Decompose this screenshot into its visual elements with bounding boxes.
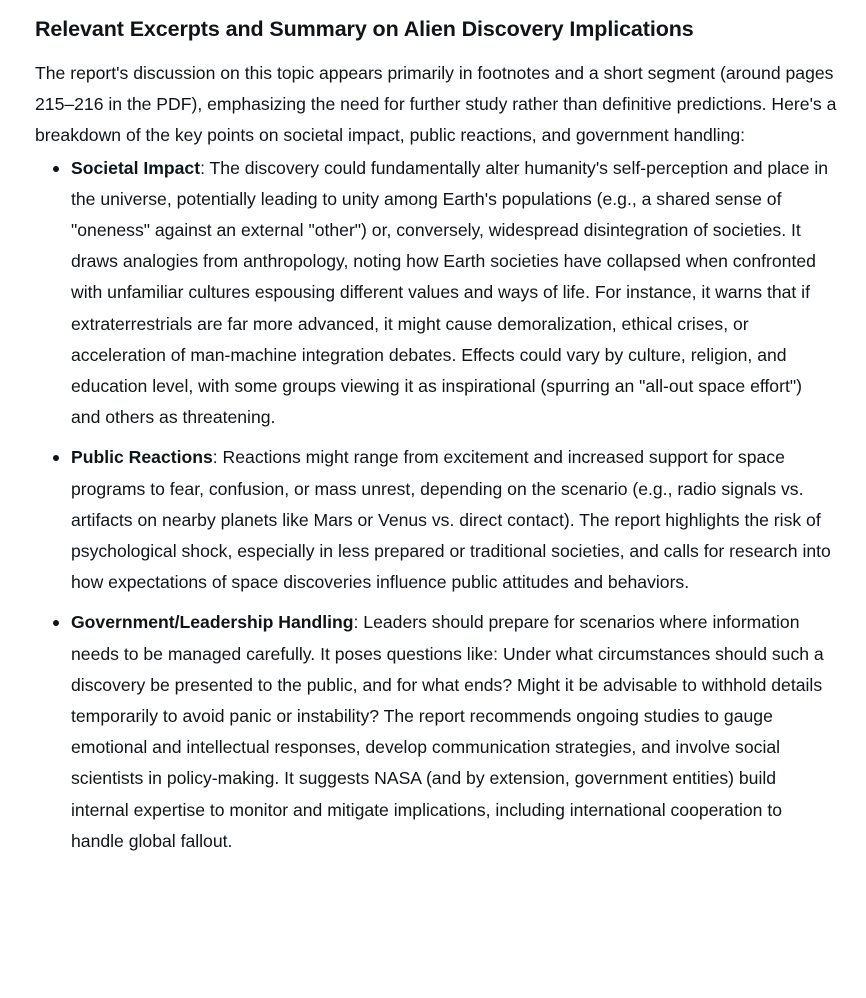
list-item-label: Public Reactions	[71, 447, 213, 468]
key-points-list	[35, 153, 846, 857]
list-item-government-handling	[71, 607, 846, 857]
intro-paragraph: The report's discussion on this topic appears primarily in footnotes and a short segment (around pages 215–216 in the PDF), emphasizing the need for further study rather than definitive predictions. Here's a breakdown of the key points on societal impact, public reactions, and government handling:	[35, 63, 837, 146]
list-item-text: : Leaders should prepare for scenarios where information needs to be managed carefully. It poses questions like: Under what circumstances should such a discovery be presented to the public, and for what ends? Might it be advisable to withhold details temporarily to avoid panic or instability? The report recommends ongoing studies to gauge emotional and intellectual responses, develop communication strategies, and involve social scientists in policy-making. It suggests NASA (and by extension, government entities) build internal expertise to monitor and mitigate implications, including international cooperation to handle global fallout.	[71, 612, 824, 851]
list-item-public-reactions	[71, 442, 846, 598]
list-item-societal-impact	[71, 153, 846, 434]
list-item-label: Societal Impact	[71, 157, 201, 178]
list-item-label: Government/Leadership Handling	[71, 612, 354, 633]
section-heading: Relevant Excerpts and Summary on Alien Discovery Implications	[35, 17, 694, 41]
list-item-text: : Reactions might range from excitement and increased support for space programs to fear, confusion, or mass unrest, depending on the scenario (e.g., radio signals vs. artifacts on nearby planets like Mars or Venus vs. direct contact). The report highlights the risk of psychological shock, especially in less prepared or traditional societies, and calls for research into how expectations of space discoveries influence public attitudes and behaviors.	[71, 447, 831, 593]
list-item-text: : The discovery could fundamentally alter humanity's self-perception and place in the universe, potentially leading to unity among Earth's populations (e.g., a shared sense of "oneness" against an external "other") or, conversely, widespread disintegration of societies. It draws analogies from anthropology, noting how Earth societies have collapsed when confronted with unfamiliar cultures espousing different values and ways of life. For instance, it warns that if extraterrestrials are far more advanced, it might cause demoralization, ethical crises, or acceleration of man-machine integration debates. Effects could vary by culture, religion, and education level, with some groups viewing it as inspirational (spurring an "all-out space effort") and others as threatening.	[71, 157, 829, 428]
